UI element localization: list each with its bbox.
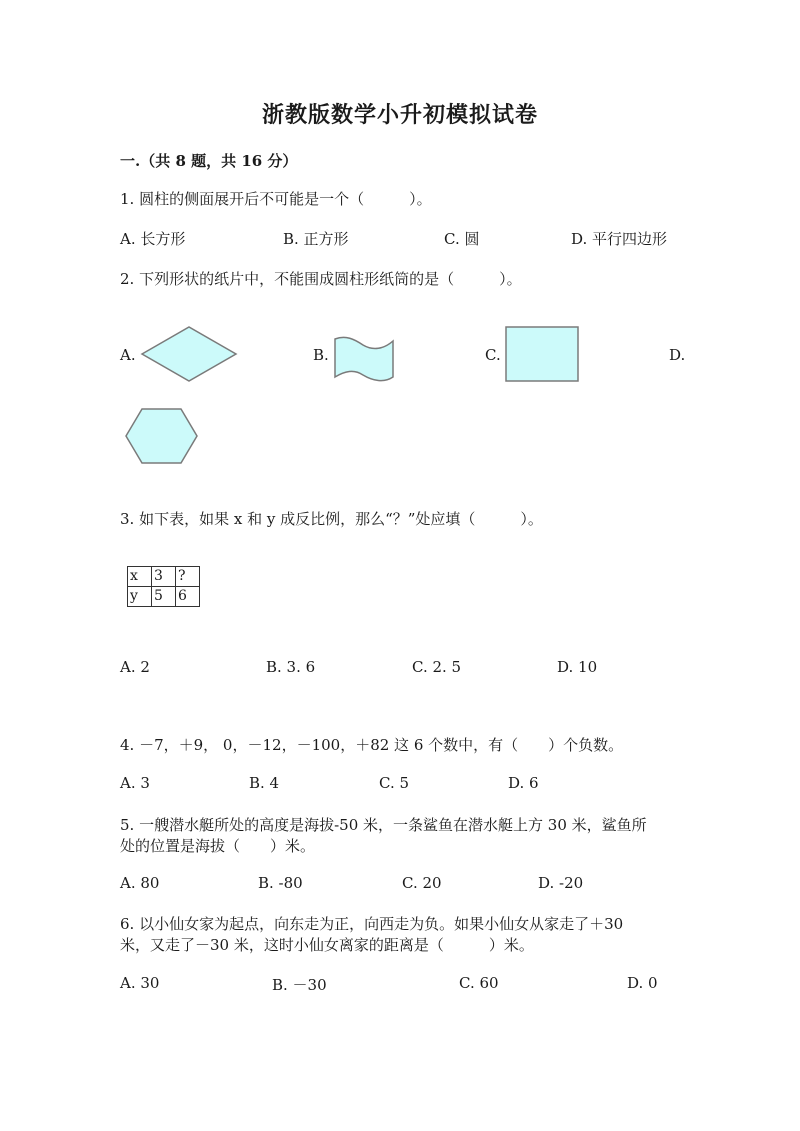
q3-option-a: A. 2 [120,658,150,676]
q5-option-c: C. 20 [402,874,442,892]
q3-option-b: B. 3. 6 [266,658,316,676]
q4-option-a: A. 3 [120,774,150,792]
q2-option-b: B. [313,346,329,364]
table-cell: 6 [176,587,200,607]
q1-option-a: A. 长方形 [120,230,186,248]
q2-option-d: D. [669,346,686,364]
q2-option-c: C. [485,346,501,364]
question-6-line-1: 6. 以小仙女家为起点，向东走为正，向西走为负。如果小仙女从家走了＋30 [120,915,624,933]
q5-option-d: D. -20 [538,874,584,892]
question-3-text: 3. 如下表，如果 x 和 y 成反比例，那么“？”处应填（ ）。 [120,510,543,528]
q3-option-c: C. 2. 5 [412,658,462,676]
q6-option-b: B. －30 [272,976,327,994]
xy-table [127,566,200,607]
rectangle-shape [505,326,580,383]
question-4-text: 4. －7，＋9， 0，－12，－100，＋82 这 6 个数中，有（ ）个负数。 [120,736,624,754]
table-row [128,587,200,607]
question-1-text: 1. 圆柱的侧面展开后不可能是一个（ ）。 [120,190,432,208]
q2-option-a: A. [120,346,136,364]
rhombus-shape [140,325,238,383]
table-cell: 3 [152,567,176,587]
q5-option-b: B. -80 [258,874,303,892]
wavy-rectangle-shape [332,333,396,383]
q1-option-d: D. 平行四边形 [571,230,668,248]
q4-option-d: D. 6 [508,774,539,792]
question-5-line-1: 5. 一艘潜水艇所处的高度是海拔-50 米，一条鲨鱼在潜水艇上方 30 米，鲨鱼所 [120,816,647,834]
q6-option-d: D. 0 [627,974,658,992]
page-title: 浙教版数学小升初模拟试卷 [261,102,538,128]
q6-option-a: A. 30 [120,974,160,992]
q6-option-c: C. 60 [459,974,499,992]
question-2-text: 2. 下列形状的纸片中，不能围成圆柱形纸筒的是（ ）。 [120,270,522,288]
q1-option-b: B. 正方形 [283,230,349,248]
table-row [128,567,200,587]
q4-option-b: B. 4 [249,774,280,792]
q5-option-a: A. 80 [120,874,160,892]
section-heading: 一.（共 8 题，共 16 分） [120,152,298,170]
table-cell: ? [176,567,200,587]
table-cell: x [128,567,152,587]
q3-option-d: D. 10 [557,658,598,676]
table-cell: y [128,587,152,607]
hexagon-shape [124,407,199,465]
table-cell: 5 [152,587,176,607]
q1-option-c: C. 圆 [444,230,480,248]
q4-option-c: C. 5 [379,774,410,792]
question-6-line-2: 米，又走了－30 米，这时小仙女离家的距离是（ ）米。 [120,936,534,954]
question-5-line-2: 处的位置是海拔（ ）米。 [120,837,316,855]
